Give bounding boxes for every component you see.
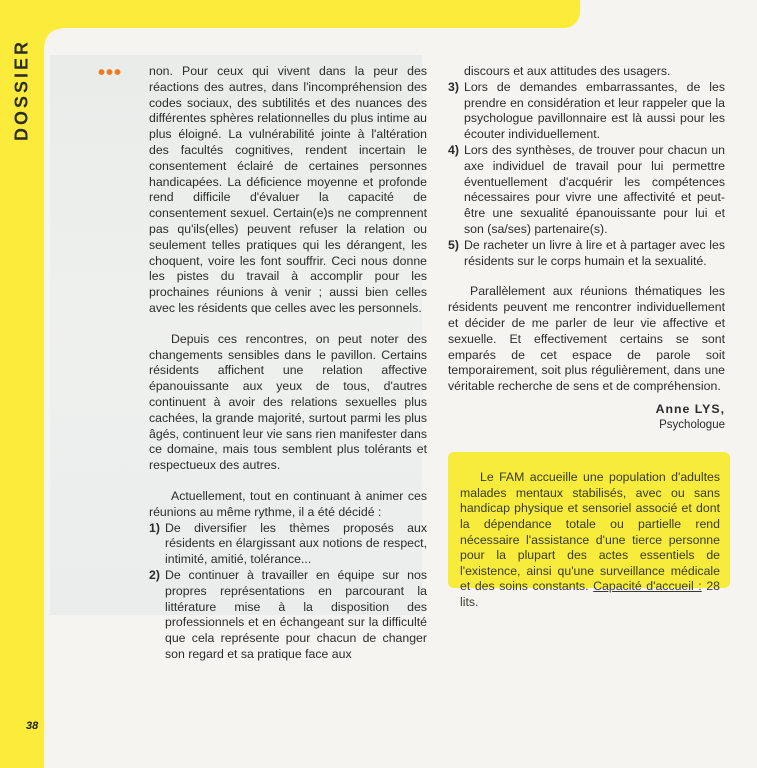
list-number: 2) — [149, 567, 160, 582]
list-text: Lors des synthèses, de trouver pour chacun un axe individuel de travail pour lui permettre éventuellement d'acquérir les compétences nécessaires pour vivre une affectivité et peut-être une sexualité épanouissante pour lui et son (sa/ses) partenaire(s). — [464, 142, 725, 236]
list-text: De continuer à travailler en équipe sur nos propres représentations en parcourant la littérature mise à la disposition des professionnels et en échangeant sur la difficulté que cela représente pour chacun de changer son regard et sa pratique face aux — [165, 567, 427, 661]
continuation-dots-icon: ••• — [98, 62, 123, 84]
author-role: Psychologue — [659, 418, 725, 431]
paragraph: non. Pour ceux qui vivent dans la peur des réactions des autres, dans l'incompréhension des codes sociaux, des subtilités et des nuances des différentes sphères relationnelles du plus intime au plus éloigné. La vulnérabilité jointe à l'altération des facultés cognitives, rendent incertain le consentement éclairé de certaines personnes handicapées. La déficience moyenne et profonde rend difficile d'évaluer la capacité de consentement sexuel. Certain(e)s ne comprennent pas qu'ils(elles) peuvent refuser la relation ou seulement telles pratiques qui les dérangent, les choquent, voire les font souffrir. Ceci nous donne les pistes du travail à accomplir pour les prochaines réunions à venir ; aussi bien celles avec les résidents que celles avec les personnels. — [149, 64, 427, 315]
section-label: DOSSIER — [11, 38, 32, 142]
top-band — [0, 0, 580, 28]
author-name: Anne LYS, — [655, 401, 725, 416]
list-item — [448, 238, 725, 270]
right-column — [448, 64, 725, 433]
paragraph: Parallèlement aux réunions thématiques les résidents peuvent me rencontrer individuellement et décider de me parler de leur vie affective et sexuelle. Et effectivement certains se sont emparés de cet espace de parole soit temporairement, soit plus régulièrement, dans une véritable recherche de sens et de compréhension. — [448, 284, 725, 394]
capacity-label: Capacité d'accueil : — [593, 579, 702, 594]
left-column — [149, 64, 427, 663]
signature — [448, 401, 725, 433]
paragraph: Depuis ces rencontres, on peut noter des changements sensibles dans le pavillon. Certains résidents affichent une relation affective épanouissante aux yeux de tous, d'autres continuent à avoir des relations sexuelles plus cachées, la grande majorité, surtout parmi les plus âgés, continuent leur vie sans rien manifester dans ce domaine, mais tous semblent plus tolérants et respectueux des autres. — [149, 331, 427, 473]
list-number: 4) — [448, 142, 459, 157]
info-text — [460, 470, 720, 610]
paragraph: discours et aux attitudes des usagers. — [464, 64, 671, 78]
corner-curve — [44, 28, 62, 46]
list-item — [149, 521, 427, 568]
list-text: De diversifier les thèmes proposés aux résidents en élargissant aux notions de respect, intimité, amitié, tolérance... — [165, 520, 427, 567]
list-text: Lors de demandes embarrassantes, de les prendre en considération et leur rappeler que la psychologue pavillonnaire est là aussi pour les écouter individuellement. — [464, 79, 725, 142]
list-number: 5) — [448, 237, 459, 252]
page-number: 38 — [26, 720, 39, 732]
capacity-value: 28 lits. — [460, 579, 720, 610]
info-box — [448, 452, 730, 610]
list-number: 1) — [149, 520, 160, 535]
paragraph: Actuellement, tout en continuant à animer ces réunions au même rythme, il a été décidé : — [149, 488, 427, 519]
list-text: De racheter un livre à lire et à partager avec les résidents sur le corps humain et la sexualité. — [464, 237, 725, 268]
list-item — [448, 143, 725, 238]
list-number: 3) — [448, 79, 459, 94]
info-description: Le FAM accueille une population d'adultes malades mentaux stabilisés, avec ou sans handicap physique et sensoriel associé et dont la dépendance totale ou partielle rend nécessaire l'assistance d'une tierce personne pour la plupart des actes essentiels de l'existence, ainsi qu'une surveillance médicale et des soins constants. — [460, 470, 720, 594]
list-item — [149, 568, 427, 663]
list-item — [448, 80, 725, 143]
